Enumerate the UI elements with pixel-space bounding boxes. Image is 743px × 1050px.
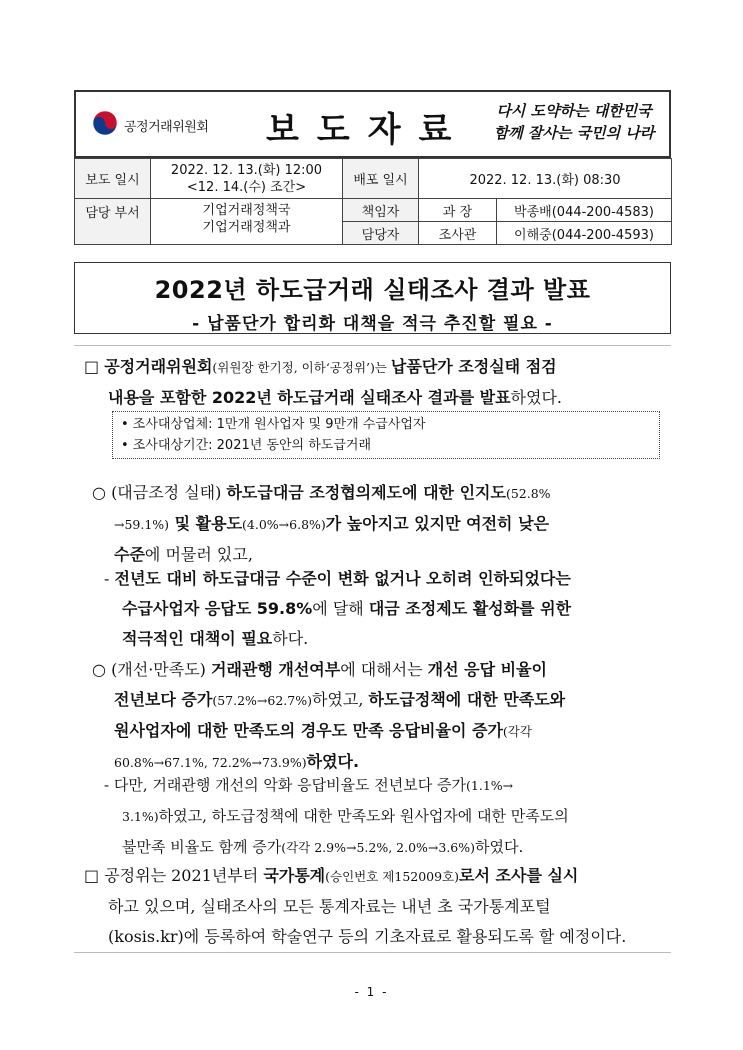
- p1-paren: (위원장 한기정, 이하‘공정위’)는: [212, 360, 391, 375]
- info-table: [74, 158, 672, 245]
- p3-bold-3: 대금 조정제도 활성화를 위한: [368, 599, 572, 618]
- p4-bold-5: 원사업자에 대한 만족도의 경우도 만족 응답비율이 증가: [114, 721, 503, 740]
- report-date-note: <12. 14.(수) 조간>: [186, 179, 307, 195]
- p5-text-3: 불만족 비율도 함께 증가: [122, 838, 282, 856]
- p3-bold-1: 전년도 대비 하도급대금 수준이 변화 없거나 오히려 인하되었다는: [114, 569, 571, 588]
- p4-bold-4: 하도급정책에 대한 만족도와: [368, 690, 566, 709]
- p2-bold-1: 하도급대금 조정협의제도에 대한 인지도: [226, 483, 506, 502]
- p4-tag: (개선·만족도): [111, 660, 211, 679]
- p5-pct-1: (1.1%→: [466, 778, 514, 793]
- p2-end: 에 머물러 있고,: [144, 545, 253, 564]
- headline-box: [74, 262, 671, 334]
- divider-top: [74, 345, 671, 346]
- p4-mid-2: 하였고,: [311, 690, 369, 709]
- p1-end: 하였다.: [510, 388, 562, 407]
- p1-highlight-2: 내용을 포함한 2022년 하도급거래 실태조사 결과를 발표: [108, 388, 511, 407]
- dash-bullet: -: [104, 569, 110, 588]
- report-date-value: 2022. 12. 13.(화) 12:00: [170, 162, 323, 178]
- p2-tag: (대금조정 실태): [111, 483, 227, 502]
- p6-text-3: (kosis.kr)에 등록하여 학술연구 등의 기초자료로 활용되도록 할 예정이다.: [108, 927, 627, 946]
- p1-org: 공정거래위원회: [104, 357, 213, 376]
- p3-bold-2: 수급사업자 응답도 59.8%: [122, 599, 313, 618]
- p2-pct-3: (4.0%→6.8%): [242, 517, 326, 532]
- manager-label: 책임자: [343, 199, 419, 222]
- contact-title: 조사관: [419, 222, 497, 245]
- manager-value: 박종배(044-200-4583): [497, 199, 672, 222]
- paragraph-2: [92, 478, 672, 570]
- paragraph-5: [104, 770, 672, 863]
- paragraph-4: [92, 655, 672, 778]
- p4-bold-2: 개선 응답 비율이: [427, 660, 548, 679]
- p5-end: 하였다.: [475, 838, 524, 856]
- paragraph-1: [84, 352, 674, 413]
- p2-pct-2: →59.1%): [114, 517, 170, 532]
- dept-line-1: 기업거래정책국: [202, 203, 291, 218]
- p4-pct-3: 60.8%→67.1%, 72.2%→73.9%): [114, 755, 307, 770]
- release-label: 배포 일시: [343, 159, 419, 199]
- page-title: 보도자료: [266, 110, 470, 150]
- p6-text-2: 하고 있으며, 실태조사의 모든 통계자료는 내년 초 국가통계포털: [108, 897, 551, 916]
- release-value: 2022. 12. 13.(화) 08:30: [419, 159, 672, 199]
- contact-label: 담당자: [343, 222, 419, 245]
- p4-mid: 에 대해서는: [340, 660, 428, 679]
- p2-bold-4: 수준: [114, 545, 145, 564]
- page-number: - 1 -: [354, 985, 389, 999]
- p6-approval-no: (승인번호 제152009호): [325, 869, 460, 884]
- dept-label: 담당 부서: [75, 199, 151, 245]
- p5-text-1: 다만, 거래관행 개선의 악화 응답비율도 전년보다 증가: [113, 776, 467, 794]
- p5-text-2: 하였고, 하도급정책에 대한 만족도와 원사업자에 대한 만족도의: [158, 807, 569, 825]
- p1-highlight: 납품단가 조정실태 점검: [390, 357, 557, 376]
- dash-bullet: -: [104, 776, 110, 794]
- square-bullet: □: [84, 866, 100, 885]
- p6-text-1: 공정위는 2021년부터: [104, 866, 264, 885]
- subheadline: - 납품단가 합리화 대책을 적극 추진할 필요 -: [192, 314, 553, 334]
- p4-end: 하였다.: [306, 752, 360, 771]
- org-name: 공정거래위원회: [124, 120, 209, 135]
- paragraph-3: [104, 564, 672, 654]
- p4-pct-1: (57.2%→62.7%): [212, 693, 312, 708]
- p6-bold-2: 로서 조사를 실시: [459, 866, 579, 885]
- paragraph-6: [84, 861, 674, 952]
- slogan-line-1: 다시 도약하는 대한민국: [496, 102, 652, 120]
- contact-value: 이해중(044-200-4593): [497, 222, 672, 245]
- survey-period: • 조사대상기간: 2021년 동안의 하도급거래: [121, 438, 372, 453]
- report-date-cell: [151, 159, 343, 199]
- p2-bold-3: 가 높아지고 있지만 여전히 낮은: [325, 514, 549, 533]
- p3-mid: 에 달해: [312, 599, 369, 618]
- p3-end: 하다.: [272, 629, 309, 648]
- survey-scope-box: [112, 411, 660, 459]
- circle-bullet: ○: [92, 483, 106, 502]
- dept-line-2: 기업거래정책과: [202, 220, 291, 235]
- slogan-line-2: 함께 잘사는 국민의 나라: [493, 124, 655, 142]
- p4-bold-1: 거래관행 개선여부: [211, 660, 341, 679]
- p4-pct-2: (각각: [502, 724, 532, 739]
- manager-title: 과 장: [419, 199, 497, 222]
- headline: 2022년 하도급거래 실태조사 결과 발표: [154, 276, 591, 304]
- report-date-label: 보도 일시: [75, 159, 151, 199]
- p6-bold-1: 국가통계: [263, 866, 326, 885]
- p4-bold-3: 전년보다 증가: [114, 690, 213, 709]
- p5-pct-3: (각각 2.9%→5.2%, 2.0%→3.6%): [281, 840, 476, 855]
- p2-pct-1: (52.8%: [505, 486, 551, 501]
- square-bullet: □: [84, 357, 100, 376]
- p3-bold-4: 적극적인 대책이 필요: [122, 629, 273, 648]
- survey-target: • 조사대상업체: 1만개 원사업자 및 9만개 수급사업자: [121, 417, 426, 432]
- p2-bold-2: 및 활용도: [169, 514, 243, 533]
- circle-bullet: ○: [92, 660, 106, 679]
- slogan: [484, 100, 664, 144]
- taegeuk-logo-icon: [92, 110, 118, 136]
- header-banner: [74, 90, 671, 158]
- dept-cell: [151, 199, 343, 245]
- divider-bottom: [74, 952, 671, 953]
- p5-pct-2: 3.1%): [122, 809, 159, 824]
